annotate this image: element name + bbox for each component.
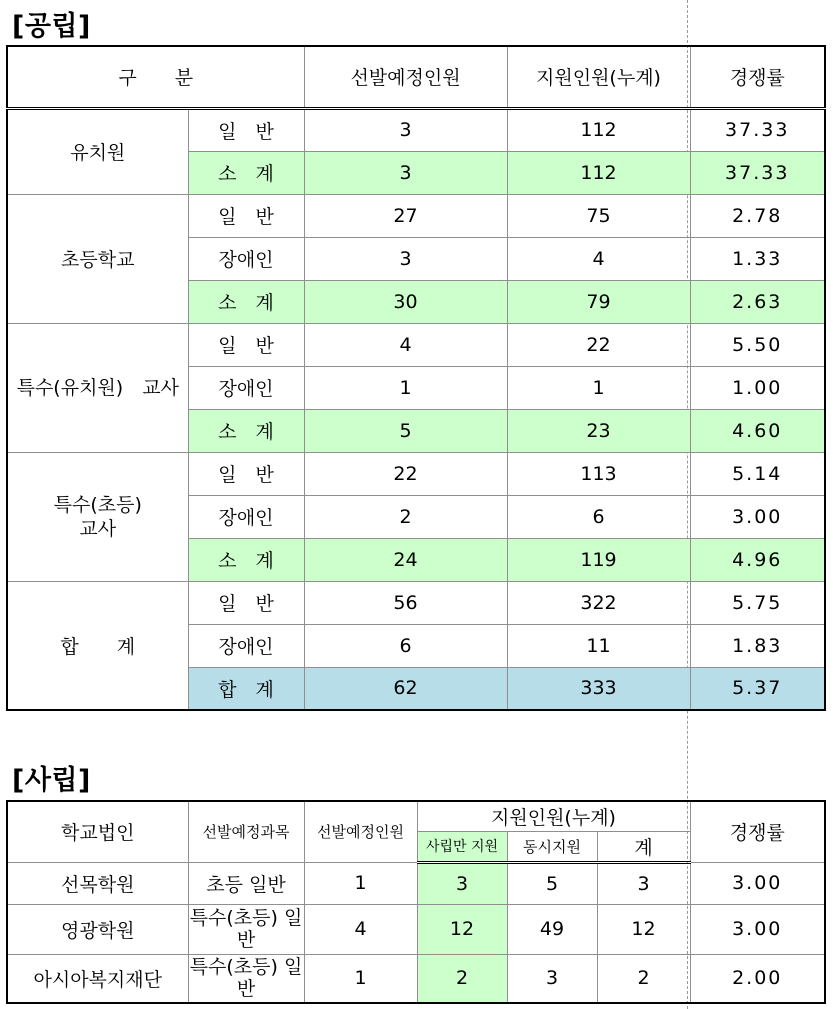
row-ratio: 5.14	[690, 452, 825, 495]
row-planned: 30	[304, 280, 507, 323]
row-subject: 특수(초등) 일반	[188, 954, 304, 1003]
header-ratio: 경쟁률	[690, 46, 825, 108]
group-label: 유치원	[7, 108, 188, 194]
public-header-row	[7, 46, 825, 108]
row-planned: 4	[304, 904, 417, 954]
row-ratio: 5.75	[690, 581, 825, 624]
row-ratio: 1.00	[690, 366, 825, 409]
header-applicants: 지원인원(누계)	[507, 46, 690, 108]
row-ratio: 37.33	[690, 108, 825, 151]
row-ratio: 4.60	[690, 409, 825, 452]
row-type: 일 반	[188, 108, 304, 151]
row-ratio: 37.33	[690, 151, 825, 194]
private-section-title: [사립]	[12, 765, 91, 796]
public-section-title: [공립]	[12, 11, 91, 42]
row-corporation: 아시아복지재단	[7, 954, 188, 1003]
row-planned: 56	[304, 581, 507, 624]
row-simultaneous: 3	[507, 954, 597, 1003]
row-subject: 특수(초등) 일반	[188, 904, 304, 954]
header-total: 계	[597, 831, 690, 862]
row-type: 일 반	[188, 581, 304, 624]
row-applicants: 11	[507, 624, 690, 667]
row-type: 일 반	[188, 452, 304, 495]
row-ratio: 5.50	[690, 323, 825, 366]
header-subject: 선발예정과목	[188, 801, 304, 862]
row-simultaneous: 49	[507, 904, 597, 954]
row-planned: 1	[304, 954, 417, 1003]
row-applicants: 6	[507, 495, 690, 538]
private-header-row	[7, 801, 825, 831]
row-planned: 6	[304, 624, 507, 667]
header-simultaneous: 동시지원	[507, 831, 597, 862]
header-category: 구 분	[7, 46, 304, 108]
row-planned: 27	[304, 194, 507, 237]
table-row	[7, 581, 825, 624]
row-type: 소 계	[188, 409, 304, 452]
row-ratio: 1.33	[690, 237, 825, 280]
row-applicants: 75	[507, 194, 690, 237]
row-planned: 62	[304, 667, 507, 710]
row-ratio: 3.00	[690, 862, 825, 904]
row-ratio: 5.37	[690, 667, 825, 710]
row-type: 장애인	[188, 237, 304, 280]
header-ratio: 경쟁률	[690, 801, 825, 862]
row-ratio: 1.83	[690, 624, 825, 667]
header-planned: 선발예정인원	[304, 801, 417, 862]
row-applicants: 79	[507, 280, 690, 323]
row-applicants: 322	[507, 581, 690, 624]
row-type: 소 계	[188, 151, 304, 194]
row-ratio: 3.00	[690, 495, 825, 538]
row-type: 합 계	[188, 667, 304, 710]
table-row	[7, 452, 825, 495]
table-row	[7, 954, 825, 1003]
row-type: 소 계	[188, 538, 304, 581]
row-applicants: 1	[507, 366, 690, 409]
row-planned: 1	[304, 366, 507, 409]
row-simultaneous: 5	[507, 862, 597, 904]
group-label: 특수(유치원) 교사	[7, 323, 188, 452]
group-label: 합 계	[7, 581, 188, 710]
row-ratio: 2.00	[690, 954, 825, 1003]
row-total: 2	[597, 954, 690, 1003]
row-planned: 5	[304, 409, 507, 452]
row-type: 일 반	[188, 194, 304, 237]
row-private-only: 2	[417, 954, 507, 1003]
row-type: 소 계	[188, 280, 304, 323]
row-applicants: 333	[507, 667, 690, 710]
row-ratio: 2.63	[690, 280, 825, 323]
row-applicants: 112	[507, 151, 690, 194]
row-planned: 1	[304, 862, 417, 904]
row-applicants: 112	[507, 108, 690, 151]
row-applicants: 113	[507, 452, 690, 495]
row-type: 장애인	[188, 495, 304, 538]
row-total: 3	[597, 862, 690, 904]
row-planned: 3	[304, 151, 507, 194]
header-planned: 선발예정인원	[304, 46, 507, 108]
row-applicants: 23	[507, 409, 690, 452]
header-private-only: 사립만 지원	[417, 831, 507, 862]
row-planned: 4	[304, 323, 507, 366]
row-applicants: 119	[507, 538, 690, 581]
table-row	[7, 194, 825, 237]
row-corporation: 선목학원	[7, 862, 188, 904]
header-corporation: 학교법인	[7, 801, 188, 862]
row-ratio: 4.96	[690, 538, 825, 581]
row-type: 장애인	[188, 366, 304, 409]
table-row	[7, 904, 825, 954]
row-type: 일 반	[188, 323, 304, 366]
row-applicants: 22	[507, 323, 690, 366]
row-total: 12	[597, 904, 690, 954]
row-private-only: 12	[417, 904, 507, 954]
row-type: 장애인	[188, 624, 304, 667]
row-ratio: 2.78	[690, 194, 825, 237]
row-corporation: 영광학원	[7, 904, 188, 954]
row-ratio: 3.00	[690, 904, 825, 954]
header-applicants: 지원인원(누계)	[417, 801, 690, 831]
row-planned: 2	[304, 495, 507, 538]
row-subject: 초등 일반	[188, 862, 304, 904]
row-private-only: 3	[417, 862, 507, 904]
table-row	[7, 862, 825, 904]
group-label: 특수(초등) 교사	[7, 452, 188, 581]
row-planned: 3	[304, 108, 507, 151]
table-row	[7, 108, 825, 151]
row-planned: 22	[304, 452, 507, 495]
row-planned: 24	[304, 538, 507, 581]
private-competition-table	[6, 800, 826, 1004]
group-label: 초등학교	[7, 194, 188, 323]
row-planned: 3	[304, 237, 507, 280]
row-applicants: 4	[507, 237, 690, 280]
table-row	[7, 323, 825, 366]
public-competition-table	[6, 45, 826, 711]
